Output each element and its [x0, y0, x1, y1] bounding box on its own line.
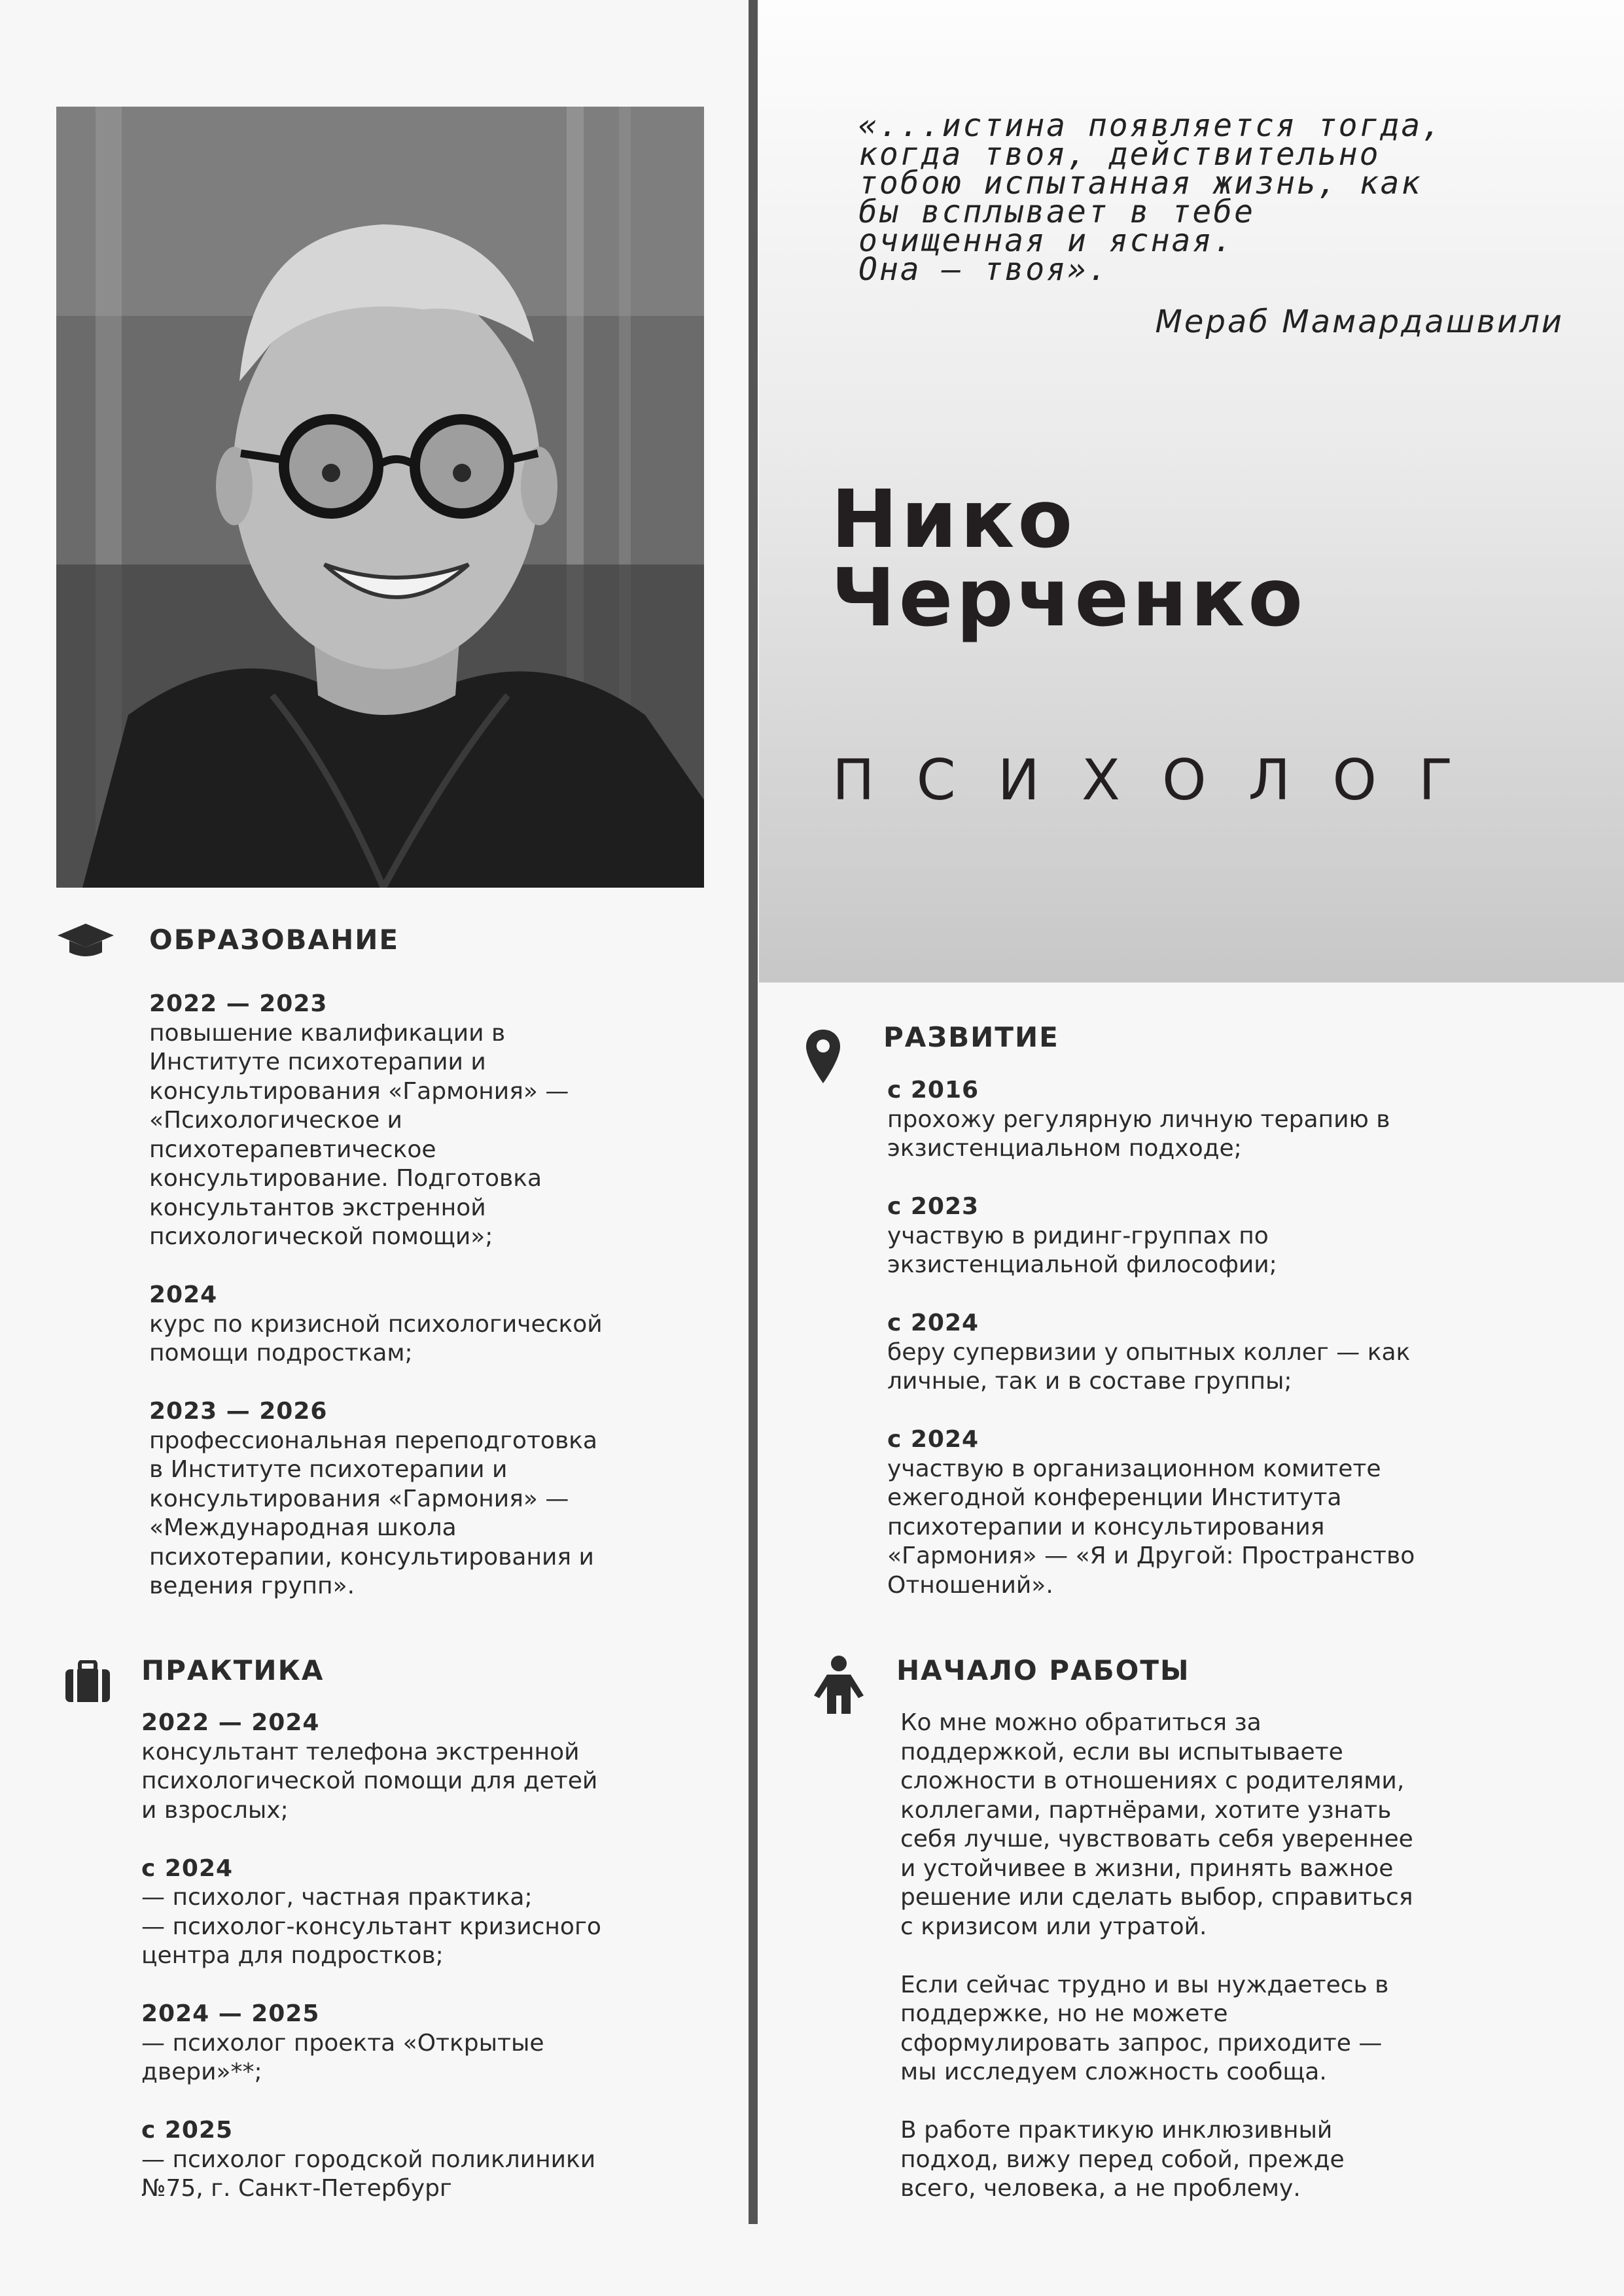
- practice-heading: ПРАКТИКА: [141, 1654, 325, 1686]
- practice-entry: [141, 2000, 730, 2087]
- practice-entry-text: — психолог, частная практика; — психолог-консультант кризисного центра для подростков;: [141, 1884, 601, 1969]
- last-name: Черченко: [831, 551, 1307, 644]
- education-entry-text: курс по кризисной психологической помощи подросткам;: [149, 1310, 603, 1366]
- education-entry-year: 2022 — 2023: [149, 990, 328, 1017]
- development-entry-text: прохожу регулярную личную терапию в экзистенциальном подходе;: [887, 1105, 1390, 1162]
- development-heading: РАЗВИТИЕ: [883, 1021, 1059, 1053]
- practice-list: [141, 1709, 730, 2233]
- development-entry: [887, 1076, 1581, 1164]
- education-entry: [149, 1281, 725, 1368]
- development-entry: [887, 1192, 1581, 1280]
- practice-entry: [141, 1854, 730, 1971]
- location-pin-icon: [805, 1028, 841, 1085]
- vertical-divider: [749, 0, 758, 2224]
- practice-entry-text: — психолог городской поликлиники №75, г. Санкт-Петербург: [141, 2146, 596, 2202]
- development-entry-year: с 2016: [887, 1077, 980, 1104]
- education-entry-text: повышение квалификации в Институте психотерапии и консультирования «Гармония» — «Психологическое и психотерапевтическое консультирование. Подготовка консультантов экстренной психологической помощи»;: [149, 1019, 569, 1250]
- practice-entry-year: 2022 — 2024: [141, 1709, 320, 1736]
- practice-entry-year: с 2024: [141, 1854, 234, 1882]
- education-list: [149, 990, 725, 1630]
- epigraph-quote: «...истина появляется тогда, когда твоя, действительно тобою испытанная жизнь, как бы всплывает в тебе очищенная и ясная. Она — твоя».: [858, 107, 1443, 288]
- development-entry-year: с 2024: [887, 1310, 980, 1336]
- practice-entry-year: 2024 — 2025: [141, 2000, 320, 2027]
- portrait-illustration: [56, 107, 704, 888]
- development-entry-year: с 2023: [887, 1193, 980, 1220]
- education-heading: ОБРАЗОВАНИЕ: [149, 924, 400, 956]
- practice-entry-text: консультант телефона экстренной психологической помощи для детей и взрослых;: [141, 1738, 598, 1824]
- development-entry-year: с 2024: [887, 1426, 980, 1453]
- start-paragraph: Ко мне можно обратиться за поддержкой, если вы испытываете сложности в отношениях с родителями, коллегами, партнёрами, хотите узнать себя лучше, чувствовать себя увереннее и устойчивее в жизни, принять важное решение или сделать выбор, справиться с кризисом или утратой.: [900, 1709, 1413, 1940]
- education-entry-year: 2024: [149, 1281, 218, 1308]
- start-heading: НАЧАЛО РАБОТЫ: [896, 1654, 1190, 1686]
- profession-title: ПСИХОЛОГ: [832, 748, 1495, 813]
- practice-entry: [141, 1709, 730, 1825]
- education-entry-year: 2023 — 2026: [149, 1398, 328, 1425]
- first-name: Нико: [831, 473, 1076, 566]
- development-entry-text: беру супервизии у опытных коллег — как личные, так и в составе группы;: [887, 1338, 1411, 1395]
- graduation-cap-icon: [56, 922, 115, 959]
- portrait-photo: [56, 107, 704, 888]
- start-paragraph: Если сейчас трудно и вы нуждаетесь в поддержке, но не можете сформулировать запрос, приходите — мы исследуем сложность сообща.: [900, 1971, 1389, 2085]
- development-entry-text: участвую в организационном комитете ежегодной конференции Института психотерапии и консультирования «Гармония» — «Я и Другой: Пространство Отношений».: [887, 1455, 1415, 1599]
- start-text: [900, 1709, 1594, 2233]
- briefcase-icon: [64, 1660, 111, 1703]
- development-entry: [887, 1309, 1581, 1397]
- epigraph-author: Мераб Мамардашвили: [1155, 304, 1564, 340]
- person-icon: [811, 1655, 866, 1714]
- education-entry-text: профессиональная переподготовка в Институте психотерапии и консультирования «Гармония» — «Международная школа психотерапии, консультирования и ведения групп».: [149, 1427, 597, 1599]
- development-list: [887, 1076, 1581, 1629]
- education-entry: [149, 1397, 725, 1601]
- practice-entry: [141, 2116, 730, 2204]
- start-paragraph: В работе практикую инклюзивный подход, вижу перед собой, прежде всего, человека, а не проблему.: [900, 2117, 1345, 2202]
- development-entry-text: участвую в ридинг-группах по экзистенциальной философии;: [887, 1222, 1277, 1278]
- practice-entry-text: — психолог проекта «Открытые двери»**;: [141, 2029, 544, 2085]
- development-entry: [887, 1425, 1581, 1600]
- education-entry: [149, 990, 725, 1252]
- practice-entry-year: с 2025: [141, 2117, 234, 2144]
